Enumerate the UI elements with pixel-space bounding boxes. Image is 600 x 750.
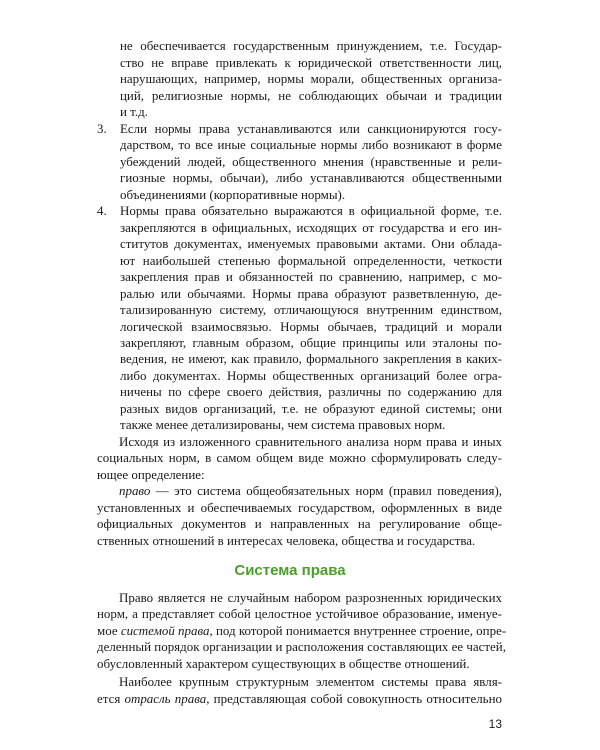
text-line: либо документах. Нормы общественных организаций более огра-: [120, 367, 502, 383]
text-line: обусловленный характером существующих в обществе отношений.: [97, 655, 470, 671]
text-line: закрепляют, главным образом, общие принципы или эталоны по-: [120, 334, 502, 350]
text-line: ничены по сфере своего действия, различны по содержанию для: [120, 384, 502, 400]
text-line: нарушающих, например, нормы морали, общественных организа-: [120, 71, 502, 87]
text-line: мое системой права, под которой понимается внутреннее строение, опре-: [97, 622, 507, 638]
text-line: ется отрасль права, представляющая собой совокупность относительно: [97, 690, 502, 706]
text-line: разных видов организаций, т.е. не образуют единой системы; они: [120, 400, 502, 416]
text-line: ющее определение:: [97, 466, 205, 482]
text-line: закрепления прав и обязанностей по сравнению, например, с мо-: [120, 269, 502, 285]
text-line: ций, религиозные нормы, не соблюдающих обычаи и традиции: [120, 87, 502, 103]
text-line: Право является не случайным набором разрозненных юридических: [119, 589, 502, 605]
list-number: 3.: [97, 120, 107, 136]
text-line: тализированную систему, отличающуюся внутренним единством,: [120, 302, 502, 318]
page-number: 13: [488, 717, 502, 731]
text-line: дарством, то все иные социальные нормы либо возникают в форме: [120, 137, 502, 153]
text-line: ют наибольшей степенью формальной определенности, четкости: [120, 252, 502, 268]
italic-term: отрасль права: [124, 690, 207, 706]
text-line: Нормы права обязательно выражаются в официальной форме, т.е.: [120, 203, 502, 219]
text-line: Наиболее крупным структурным элементом системы права явля-: [119, 674, 502, 690]
text-line: деленный порядок организации и расположения составляющих ее частей,: [97, 639, 506, 655]
text-line: социальных норм, в самом общем виде можно сформулировать следу-: [97, 450, 502, 466]
text-line: закрепляются в официальных, исходящих от государства и его ин-: [120, 219, 502, 235]
text-line: не обеспечивается государственным принуждением, т.е. Государ-: [120, 38, 502, 54]
text-line: ститутов документах, именуемых правовыми актами. Они облада-: [120, 236, 502, 252]
definition-term: право: [119, 483, 151, 499]
text-line: убеждений людей, общественного мнения (нравственные и рели-: [120, 153, 502, 169]
section-heading: Система права: [234, 561, 346, 579]
list-number: 4.: [97, 203, 107, 219]
text-line: Исходя из изложенного сравнительного анализа норм права и иных: [119, 433, 502, 449]
text-line: гиозные нормы, обычаи), либо устанавливаются общественными: [120, 170, 502, 186]
text-line: установленных и обеспечиваемых государством, оформленных в виде: [97, 499, 502, 515]
text-line: также менее детализированы, чем система правовых норм.: [120, 417, 446, 433]
text-line: официальных документов и направленных на регулирование обще-: [97, 516, 502, 532]
text-line: объединениями (корпоративные нормы).: [120, 186, 346, 202]
text-line: и т.д.: [120, 104, 148, 120]
text-line: норм, а представляет собой целостное устойчивое образование, именуе-: [97, 606, 502, 622]
text-line: ралью или обычаями. Нормы права образуют разветвленную, де-: [120, 285, 502, 301]
text-line: Если нормы права устанавливаются или санкционируются госу-: [120, 120, 502, 136]
text-line: право — это система общеобязательных норм (правил поведения),: [119, 483, 502, 499]
text-line: ведения, не имеют, как правило, формального закрепления в каких-: [120, 351, 502, 367]
text-line: ство не вправе привлекать к юридической ответственности лиц,: [120, 54, 502, 70]
text-line: ственных отношений в интересах человека, общества и государства.: [97, 532, 476, 548]
italic-term: системой права: [120, 622, 210, 638]
text-line: логической взаимосвязью. Нормы обычаев, традиций и морали: [120, 318, 502, 334]
